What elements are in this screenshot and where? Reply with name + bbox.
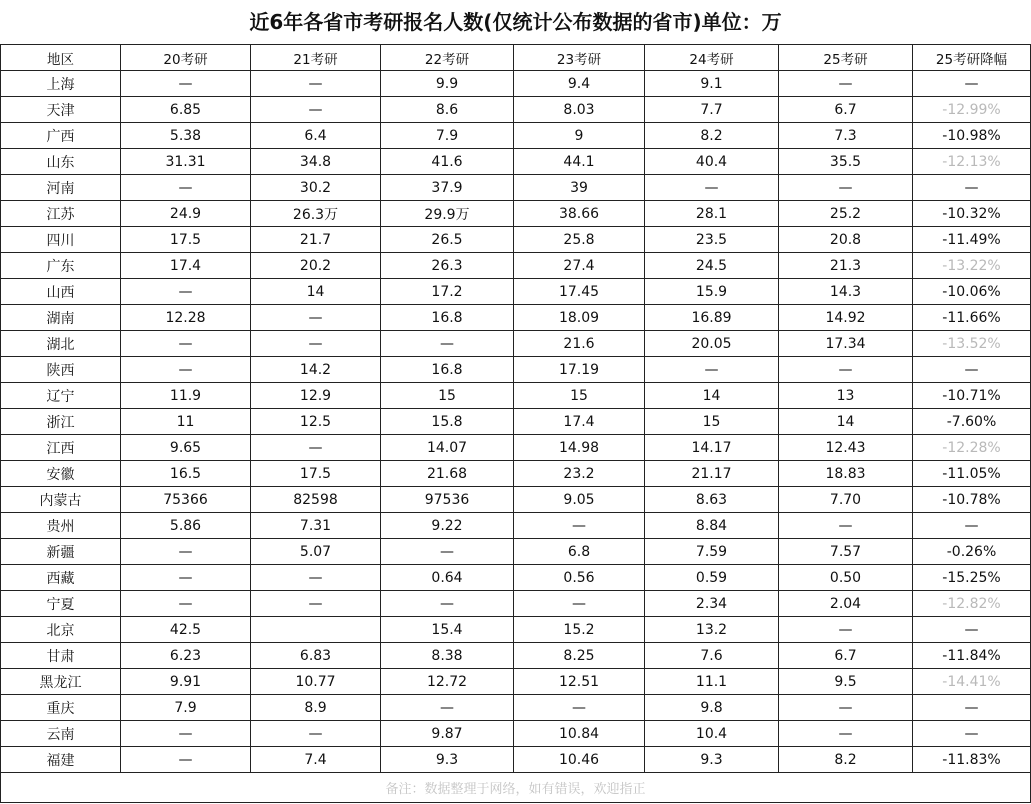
table-row: [1, 175, 1031, 201]
cell-2025: —: [779, 617, 913, 643]
cell-2023: 17.45: [514, 279, 645, 305]
cell-decline: —: [913, 175, 1031, 201]
cell-2025: 7.3: [779, 123, 913, 149]
cell-decline: —: [913, 617, 1031, 643]
cell-2024: 8.63: [645, 487, 779, 513]
header-2023: 23考研: [514, 45, 645, 71]
cell-2024: 0.59: [645, 565, 779, 591]
table-row: [1, 435, 1031, 461]
cell-2023: 23.2: [514, 461, 645, 487]
exam-registration-table: [0, 44, 1031, 803]
table-row: [1, 331, 1031, 357]
cell-2025: 6.7: [779, 97, 913, 123]
cell-decline: -13.22%: [913, 253, 1031, 279]
cell-2021: 14.2: [251, 357, 381, 383]
cell-2023: 18.09: [514, 305, 645, 331]
cell-2020: 11: [121, 409, 251, 435]
table-row: [1, 409, 1031, 435]
cell-2020: 5.38: [121, 123, 251, 149]
cell-2022: 8.6: [381, 97, 514, 123]
cell-2022: —: [381, 695, 514, 721]
cell-decline: -11.66%: [913, 305, 1031, 331]
cell-2021: —: [251, 435, 381, 461]
cell-decline: -12.99%: [913, 97, 1031, 123]
cell-2024: 20.05: [645, 331, 779, 357]
header-2022: 22考研: [381, 45, 514, 71]
table-row: [1, 279, 1031, 305]
cell-decline: —: [913, 695, 1031, 721]
cell-decline: -14.41%: [913, 669, 1031, 695]
table-row: [1, 305, 1031, 331]
cell-2021: —: [251, 331, 381, 357]
cell-2025: 6.7: [779, 643, 913, 669]
cell-decline: -7.60%: [913, 409, 1031, 435]
cell-region: 天津: [1, 97, 121, 123]
cell-region: 甘肃: [1, 643, 121, 669]
cell-2021: 7.31: [251, 513, 381, 539]
cell-2021: 5.07: [251, 539, 381, 565]
cell-2023: 15: [514, 383, 645, 409]
cell-region: 广东: [1, 253, 121, 279]
cell-2021: 14: [251, 279, 381, 305]
cell-2025: 9.5: [779, 669, 913, 695]
cell-2020: 42.5: [121, 617, 251, 643]
cell-2022: 16.8: [381, 305, 514, 331]
cell-2022: 21.68: [381, 461, 514, 487]
cell-2022: 97536: [381, 487, 514, 513]
table-row: [1, 747, 1031, 773]
cell-2022: 9.9: [381, 71, 514, 97]
cell-2023: 17.4: [514, 409, 645, 435]
table-row: [1, 487, 1031, 513]
cell-2022: 9.3: [381, 747, 514, 773]
header-region: 地区: [1, 45, 121, 71]
cell-2025: —: [779, 71, 913, 97]
cell-2022: 17.2: [381, 279, 514, 305]
table-row: [1, 695, 1031, 721]
cell-decline: —: [913, 71, 1031, 97]
table-row: [1, 539, 1031, 565]
cell-decline: —: [913, 513, 1031, 539]
cell-2024: 7.59: [645, 539, 779, 565]
cell-2025: 7.57: [779, 539, 913, 565]
cell-decline: -12.28%: [913, 435, 1031, 461]
cell-2020: 16.5: [121, 461, 251, 487]
cell-2021: —: [251, 305, 381, 331]
cell-2022: —: [381, 591, 514, 617]
cell-decline: -10.98%: [913, 123, 1031, 149]
table-row: [1, 617, 1031, 643]
cell-2020: 75366: [121, 487, 251, 513]
cell-region: 新疆: [1, 539, 121, 565]
cell-2022: 41.6: [381, 149, 514, 175]
cell-region: 黑龙江: [1, 669, 121, 695]
cell-2021: 12.9: [251, 383, 381, 409]
cell-2022: 14.07: [381, 435, 514, 461]
cell-2023: 21.6: [514, 331, 645, 357]
cell-2020: 24.9: [121, 201, 251, 227]
cell-region: 山西: [1, 279, 121, 305]
cell-2025: 14.3: [779, 279, 913, 305]
cell-2024: 21.17: [645, 461, 779, 487]
cell-decline: -12.13%: [913, 149, 1031, 175]
cell-2021: 20.2: [251, 253, 381, 279]
cell-2025: 35.5: [779, 149, 913, 175]
cell-region: 浙江: [1, 409, 121, 435]
cell-decline: -0.26%: [913, 539, 1031, 565]
cell-region: 贵州: [1, 513, 121, 539]
cell-region: 四川: [1, 227, 121, 253]
cell-2024: 23.5: [645, 227, 779, 253]
cell-2024: 8.2: [645, 123, 779, 149]
cell-2020: —: [121, 539, 251, 565]
cell-2025: 2.04: [779, 591, 913, 617]
cell-2022: 15.4: [381, 617, 514, 643]
cell-2020: —: [121, 331, 251, 357]
note-row: [1, 773, 1031, 803]
table-row: [1, 669, 1031, 695]
cell-2021: 21.7: [251, 227, 381, 253]
cell-2025: 20.8: [779, 227, 913, 253]
cell-2024: 28.1: [645, 201, 779, 227]
cell-2025: 12.43: [779, 435, 913, 461]
cell-2025: 14: [779, 409, 913, 435]
cell-2022: 0.64: [381, 565, 514, 591]
cell-decline: -11.49%: [913, 227, 1031, 253]
cell-2024: 15.9: [645, 279, 779, 305]
cell-2023: 6.8: [514, 539, 645, 565]
cell-2020: —: [121, 71, 251, 97]
cell-2021: [251, 617, 381, 643]
cell-region: 重庆: [1, 695, 121, 721]
cell-2020: —: [121, 565, 251, 591]
cell-2020: 9.91: [121, 669, 251, 695]
cell-2023: 10.84: [514, 721, 645, 747]
cell-2020: —: [121, 175, 251, 201]
cell-2020: 7.9: [121, 695, 251, 721]
cell-2020: 11.9: [121, 383, 251, 409]
cell-decline: -11.05%: [913, 461, 1031, 487]
cell-2023: 9.4: [514, 71, 645, 97]
cell-decline: -11.83%: [913, 747, 1031, 773]
cell-2025: —: [779, 357, 913, 383]
cell-2025: —: [779, 175, 913, 201]
cell-decline: -15.25%: [913, 565, 1031, 591]
table-row: [1, 643, 1031, 669]
cell-region: 湖南: [1, 305, 121, 331]
cell-region: 云南: [1, 721, 121, 747]
cell-2024: 14.17: [645, 435, 779, 461]
table-body: [1, 71, 1031, 773]
cell-region: 江西: [1, 435, 121, 461]
cell-2023: —: [514, 695, 645, 721]
cell-2025: 25.2: [779, 201, 913, 227]
cell-2021: —: [251, 721, 381, 747]
cell-decline: -10.78%: [913, 487, 1031, 513]
cell-2022: 7.9: [381, 123, 514, 149]
cell-2021: 26.3万: [251, 201, 381, 227]
cell-2022: 12.72: [381, 669, 514, 695]
cell-2020: 31.31: [121, 149, 251, 175]
cell-2020: 5.86: [121, 513, 251, 539]
cell-2020: —: [121, 721, 251, 747]
header-2020: 20考研: [121, 45, 251, 71]
cell-2023: 8.25: [514, 643, 645, 669]
cell-decline: -10.06%: [913, 279, 1031, 305]
cell-2025: 14.92: [779, 305, 913, 331]
table-row: [1, 513, 1031, 539]
cell-2022: 37.9: [381, 175, 514, 201]
cell-2023: 17.19: [514, 357, 645, 383]
cell-2022: 9.87: [381, 721, 514, 747]
cell-2023: 10.46: [514, 747, 645, 773]
cell-2021: 34.8: [251, 149, 381, 175]
table-row: [1, 71, 1031, 97]
cell-2021: 17.5: [251, 461, 381, 487]
cell-region: 北京: [1, 617, 121, 643]
cell-2024: 14: [645, 383, 779, 409]
cell-2025: —: [779, 695, 913, 721]
cell-region: 河南: [1, 175, 121, 201]
cell-region: 安徽: [1, 461, 121, 487]
cell-2023: 25.8: [514, 227, 645, 253]
cell-2022: 9.22: [381, 513, 514, 539]
cell-decline: -10.71%: [913, 383, 1031, 409]
cell-2021: 7.4: [251, 747, 381, 773]
cell-2020: 9.65: [121, 435, 251, 461]
cell-2021: 30.2: [251, 175, 381, 201]
cell-2021: 82598: [251, 487, 381, 513]
cell-2023: 39: [514, 175, 645, 201]
cell-2022: 26.3: [381, 253, 514, 279]
cell-region: 陕西: [1, 357, 121, 383]
cell-2023: 14.98: [514, 435, 645, 461]
cell-2024: 10.4: [645, 721, 779, 747]
cell-2022: —: [381, 331, 514, 357]
cell-2023: 44.1: [514, 149, 645, 175]
table-row: [1, 565, 1031, 591]
table-row: [1, 253, 1031, 279]
cell-2025: 13: [779, 383, 913, 409]
cell-2022: 8.38: [381, 643, 514, 669]
cell-2021: 10.77: [251, 669, 381, 695]
cell-2021: 12.5: [251, 409, 381, 435]
cell-2022: 15.8: [381, 409, 514, 435]
cell-2023: —: [514, 513, 645, 539]
cell-2023: 15.2: [514, 617, 645, 643]
cell-2023: 9: [514, 123, 645, 149]
table-note: 备注：数据整理于网络，如有错误，欢迎指正: [1, 773, 1031, 803]
cell-2024: 11.1: [645, 669, 779, 695]
cell-2025: 21.3: [779, 253, 913, 279]
cell-2025: —: [779, 721, 913, 747]
cell-2021: —: [251, 97, 381, 123]
cell-2024: 15: [645, 409, 779, 435]
cell-2024: 2.34: [645, 591, 779, 617]
cell-2024: 13.2: [645, 617, 779, 643]
cell-region: 山东: [1, 149, 121, 175]
cell-decline: —: [913, 357, 1031, 383]
cell-2020: 12.28: [121, 305, 251, 331]
table-row: [1, 357, 1031, 383]
cell-2024: 7.7: [645, 97, 779, 123]
cell-region: 广西: [1, 123, 121, 149]
table-row: [1, 123, 1031, 149]
cell-2021: 6.83: [251, 643, 381, 669]
cell-2025: 8.2: [779, 747, 913, 773]
cell-2024: 40.4: [645, 149, 779, 175]
table-title: 近6年各省市考研报名人数(仅统计公布数据的省市)单位：万: [249, 10, 782, 34]
cell-2023: 9.05: [514, 487, 645, 513]
cell-2020: 6.85: [121, 97, 251, 123]
cell-2020: 17.5: [121, 227, 251, 253]
cell-2021: —: [251, 565, 381, 591]
cell-2020: 6.23: [121, 643, 251, 669]
cell-2021: 8.9: [251, 695, 381, 721]
cell-2022: 15: [381, 383, 514, 409]
cell-2023: —: [514, 591, 645, 617]
cell-2023: 8.03: [514, 97, 645, 123]
table-row: [1, 97, 1031, 123]
table-row: [1, 149, 1031, 175]
cell-2024: 9.8: [645, 695, 779, 721]
header-2025: 25考研: [779, 45, 913, 71]
header-2024: 24考研: [645, 45, 779, 71]
table-row: [1, 227, 1031, 253]
cell-2023: 38.66: [514, 201, 645, 227]
cell-region: 江苏: [1, 201, 121, 227]
cell-region: 西藏: [1, 565, 121, 591]
cell-2024: —: [645, 357, 779, 383]
cell-2024: 9.3: [645, 747, 779, 773]
cell-region: 辽宁: [1, 383, 121, 409]
cell-2021: —: [251, 71, 381, 97]
cell-2024: 8.84: [645, 513, 779, 539]
cell-region: 内蒙古: [1, 487, 121, 513]
cell-region: 湖北: [1, 331, 121, 357]
cell-2022: 26.5: [381, 227, 514, 253]
table-row: [1, 383, 1031, 409]
cell-2023: 12.51: [514, 669, 645, 695]
cell-2023: 0.56: [514, 565, 645, 591]
cell-2022: —: [381, 539, 514, 565]
cell-2022: 29.9万: [381, 201, 514, 227]
cell-2021: 6.4: [251, 123, 381, 149]
cell-2020: —: [121, 357, 251, 383]
cell-2023: 27.4: [514, 253, 645, 279]
cell-2020: 17.4: [121, 253, 251, 279]
cell-2025: 7.70: [779, 487, 913, 513]
cell-region: 上海: [1, 71, 121, 97]
cell-2024: 24.5: [645, 253, 779, 279]
cell-2025: 0.50: [779, 565, 913, 591]
cell-decline: -11.84%: [913, 643, 1031, 669]
cell-region: 宁夏: [1, 591, 121, 617]
cell-decline: -13.52%: [913, 331, 1031, 357]
table-row: [1, 591, 1031, 617]
table-row: [1, 721, 1031, 747]
header-2025-decline: 25考研降幅: [913, 45, 1031, 71]
header-2021: 21考研: [251, 45, 381, 71]
cell-2025: 18.83: [779, 461, 913, 487]
cell-2020: —: [121, 591, 251, 617]
table-row: [1, 461, 1031, 487]
cell-2024: 16.89: [645, 305, 779, 331]
cell-2022: 16.8: [381, 357, 514, 383]
cell-2025: 17.34: [779, 331, 913, 357]
cell-decline: —: [913, 721, 1031, 747]
header-row: [1, 45, 1031, 71]
table-row: [1, 201, 1031, 227]
cell-2025: —: [779, 513, 913, 539]
cell-2024: 7.6: [645, 643, 779, 669]
cell-2024: 9.1: [645, 71, 779, 97]
cell-decline: -10.32%: [913, 201, 1031, 227]
cell-decline: -12.82%: [913, 591, 1031, 617]
cell-region: 福建: [1, 747, 121, 773]
cell-2020: —: [121, 747, 251, 773]
cell-2021: —: [251, 591, 381, 617]
cell-2024: —: [645, 175, 779, 201]
cell-2020: —: [121, 279, 251, 305]
